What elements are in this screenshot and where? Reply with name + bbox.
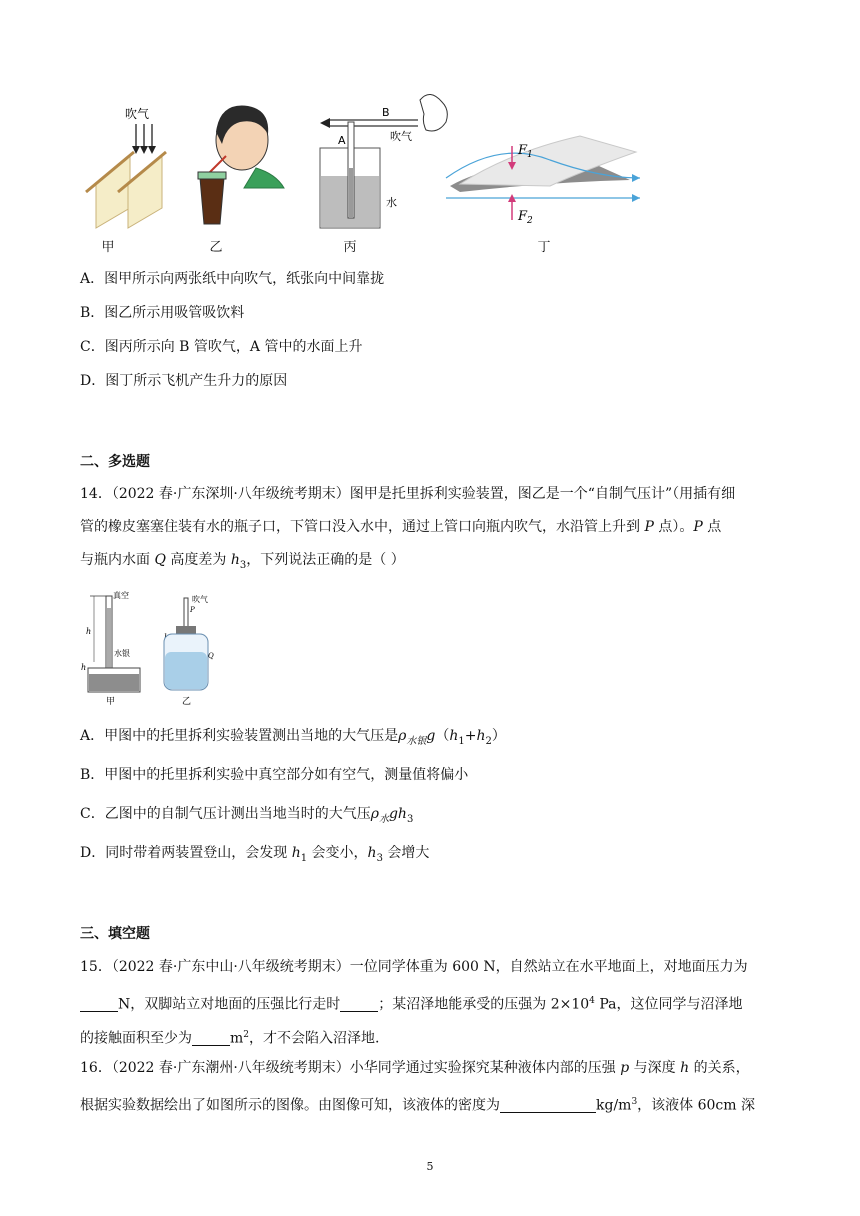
fig-ding-airfoil bbox=[446, 136, 640, 226]
q14-stem-line1: 14．（2022 春·广东深圳·八年级统考期末）图甲是托里拆利实验装置，图乙是一个“自制气压计”（用插有细 bbox=[80, 486, 736, 502]
figure-torricelli-and-barometer bbox=[80, 588, 220, 710]
q14-option-a: A．甲图中的托里拆利实验装置测出当地的大气压是$\rho_{水银}g(h_1+h_2)$ bbox=[80, 728, 506, 747]
section-heading-multiple-choice: 二、多选题 bbox=[80, 454, 150, 470]
figure-pressure-experiments bbox=[80, 88, 650, 256]
svg-text:乙: 乙 bbox=[182, 697, 192, 707]
q14-stem-line2: 管的橡皮塞塞住装有水的瓶子口，下管口没入水中，通过上管口向瓶内吹气，水沿管上升到 P 点）。P 点 bbox=[80, 519, 722, 535]
q14-option-b: B．甲图中的托里拆利实验中真空部分如有空气，测量值将偏小 bbox=[80, 767, 469, 783]
svg-text:甲: 甲 bbox=[106, 697, 116, 707]
fig-bing-beaker bbox=[320, 94, 447, 228]
caption-yi: 乙 bbox=[209, 240, 223, 255]
caption-bing: 丙 bbox=[343, 240, 357, 255]
svg-text:真空: 真空 bbox=[113, 591, 129, 600]
fig-bing-water-label: 水 bbox=[386, 196, 397, 209]
svg-text:吹气: 吹气 bbox=[192, 595, 208, 604]
q13-option-c: C．图丙所示向 B 管吹气，A 管中的水面上升 bbox=[80, 339, 363, 355]
svg-text:水银: 水银 bbox=[114, 649, 130, 658]
fig-ding-f1-label: $F_1$ bbox=[518, 143, 533, 160]
section-heading-fill-in-blank: 三、填空题 bbox=[80, 926, 150, 942]
q15-blank-pressure-compare bbox=[340, 997, 378, 1012]
q13-option-b: B．图乙所示用吸管吸饮料 bbox=[80, 305, 245, 321]
fig-homemade-barometer bbox=[164, 594, 214, 707]
svg-text:h: h bbox=[86, 627, 92, 636]
svg-text:h: h bbox=[81, 663, 87, 672]
fig-yi-boy-drinking bbox=[198, 106, 284, 224]
caption-jia: 甲 bbox=[101, 240, 115, 255]
fig-torricelli-apparatus bbox=[81, 590, 140, 707]
fig-bing-a-label: A bbox=[338, 134, 346, 147]
svg-text:P: P bbox=[190, 606, 195, 614]
fig-jia-blow-label: 吹气 bbox=[125, 107, 150, 121]
fig-jia-paper-sheets bbox=[86, 106, 166, 228]
fig-ding-f2-label: $F_2$ bbox=[518, 209, 533, 226]
q16-stem-line2: 根据实验数据绘出了如图所示的图像。由图像可知，该液体的密度为 $kg/m^3$，该液体 60cm 深 bbox=[80, 1097, 756, 1114]
q13-option-d: D．图丁所示飞机产生升力的原因 bbox=[80, 373, 288, 389]
q14-option-d: D．同时带着两装置登山，会发现 $h_1$ 会变小，$h_3$ 会增大 bbox=[80, 845, 430, 864]
q13-option-a: A．图甲所示向两张纸中向吹气，纸张向中间靠拢 bbox=[80, 271, 385, 287]
q16-blank-density bbox=[500, 1098, 596, 1113]
fig-bing-blow-label: 吹气 bbox=[390, 130, 412, 143]
caption-ding: 丁 bbox=[537, 240, 551, 255]
q15-stem-line2: N，双脚站立对地面的压强比行走时 ；某沼泽地能承受的压强为 $2\times 10^4$ Pa，这位同学与沼泽地 bbox=[80, 991, 742, 1015]
q15-stem-line1: 15．（2022 春·广东中山·八年级统考期末）一位同学体重为 600 N，自然站立在水平地面上，对地面压力为 bbox=[80, 959, 748, 975]
fig-bing-b-label: B bbox=[382, 106, 390, 119]
q16-stem-line1: 16．（2022 春·广东潮州·八年级统考期末）小华同学通过实验探究某种液体内部的压强 p 与深度 h 的关系， bbox=[80, 1060, 750, 1076]
q14-option-c: C．乙图中的自制气压计测出当地当时的大气压$\rho_水gh_3$ bbox=[80, 806, 414, 825]
q15-stem-line3: 的接触面积至少为 $m^2$，才不会陷入沼泽地. bbox=[80, 1030, 380, 1047]
q15-blank-area bbox=[192, 1031, 230, 1046]
q15-blank-force bbox=[80, 997, 118, 1012]
page-number: 5 bbox=[426, 1160, 434, 1173]
svg-text:Q: Q bbox=[208, 652, 214, 660]
q14-stem-line3: 与瓶内水面 Q 高度差为 $h_3$，下列说法正确的是（ ） bbox=[80, 552, 405, 571]
